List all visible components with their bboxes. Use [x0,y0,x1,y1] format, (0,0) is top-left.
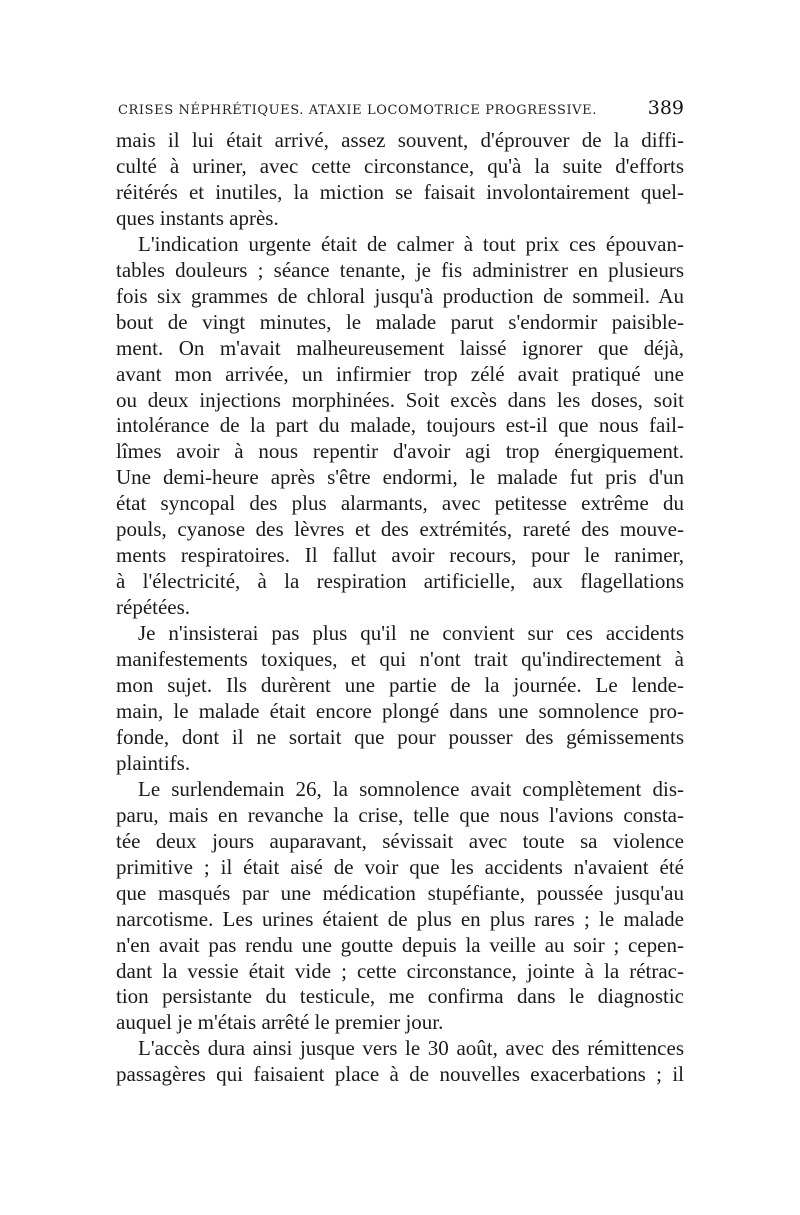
text-line: passagères qui faisaient place à de nouvelles exacerbations ; il [116,1062,684,1087]
text-line: L'accès dura ainsi jusque vers le 30 août, avec des rémittences [138,1036,684,1061]
text-line: mon sujet. Ils durèrent une partie de la journée. Le lende- [116,673,684,698]
body-text [116,128,684,1088]
text-line: dant la vessie était vide ; cette circonstance, jointe à la rétrac- [116,958,684,983]
text-line: ou deux injections morphinées. Soit excès dans les doses, soit [116,387,684,412]
text-line: ques instants après. [116,205,279,230]
page-number: 389 [647,97,684,119]
text-line: répétées. [116,595,191,620]
text-line: ment. On m'avait malheureusement laissé ignorer que déjà, [116,335,684,360]
text-line: intolérance de la part du malade, toujours est-il que nous fail- [116,413,684,438]
text-line: à l'électricité, à la respiration artificielle, aux flagellations [116,569,684,594]
text-line: fois six grammes de chloral jusqu'à production de sommeil. Au [116,283,684,308]
text-line: réitérés et inutiles, la miction se faisait involontairement quel- [116,179,684,204]
text-line: narcotisme. Les urines étaient de plus en plus rares ; le malade [116,906,684,931]
text-line: pouls, cyanose des lèvres et des extrémités, rareté des mouve- [116,517,684,542]
text-line: primitive ; il était aisé de voir que les accidents n'avaient été [116,854,684,879]
text-line: culté à uriner, avec cette circonstance, qu'à la suite d'efforts [116,153,684,178]
text-line: Une demi-heure après s'être endormi, le malade fut pris d'un [116,465,684,490]
text-line: mais il lui était arrivé, assez souvent, d'éprouver de la diffi- [116,128,684,152]
text-line: fonde, dont il ne sortait que pour pousser des gémissements [116,724,684,749]
text-line: que masqués par une médication stupéfiante, poussée jusqu'au [116,880,684,905]
text-line: tables douleurs ; séance tenante, je fis administrer en plusieurs [116,257,684,282]
text-line: bout de vingt minutes, le malade parut s'endormir paisible- [116,309,684,334]
text-line: ments respiratoires. Il fallut avoir recours, pour le ranimer, [116,543,684,568]
text-line: L'indication urgente était de calmer à tout prix ces épouvan- [138,231,684,256]
text-line: tée deux jours auparavant, sévissait avec toute sa violence [116,828,684,853]
text-line: main, le malade était encore plongé dans une somnolence pro- [116,698,684,723]
text-line: lîmes avoir à nous repentir d'avoir agi trop énergiquement. [116,439,684,464]
text-line: plaintifs. [116,750,191,775]
text-line: auquel je m'étais arrêté le premier jour. [116,1010,444,1035]
text-line: avant mon arrivée, un infirmier trop zélé avait pratiqué une [116,361,684,386]
text-line: Le surlendemain 26, la somnolence avait complètement dis- [138,776,684,801]
text-line: paru, mais en revanche la crise, telle que nous l'avions consta- [116,802,684,827]
text-line: Je n'insisterai pas plus qu'il ne convient sur ces accidents [138,621,684,646]
text-line: tion persistante du testicule, me confirma dans le diagnostic [116,984,684,1009]
page-header [118,97,684,127]
text-line: n'en avait pas rendu une goutte depuis la veille au soir ; cepen- [116,932,684,957]
running-head: CRISES NÉPHRÉTIQUES. ATAXIE LOCOMOTRICE PROGRESSIVE. [118,103,597,118]
text-line: état syncopal des plus alarmants, avec petitesse extrême du [116,491,684,516]
text-line: manifestements toxiques, et qui n'ont trait qu'indirectement à [116,647,684,672]
